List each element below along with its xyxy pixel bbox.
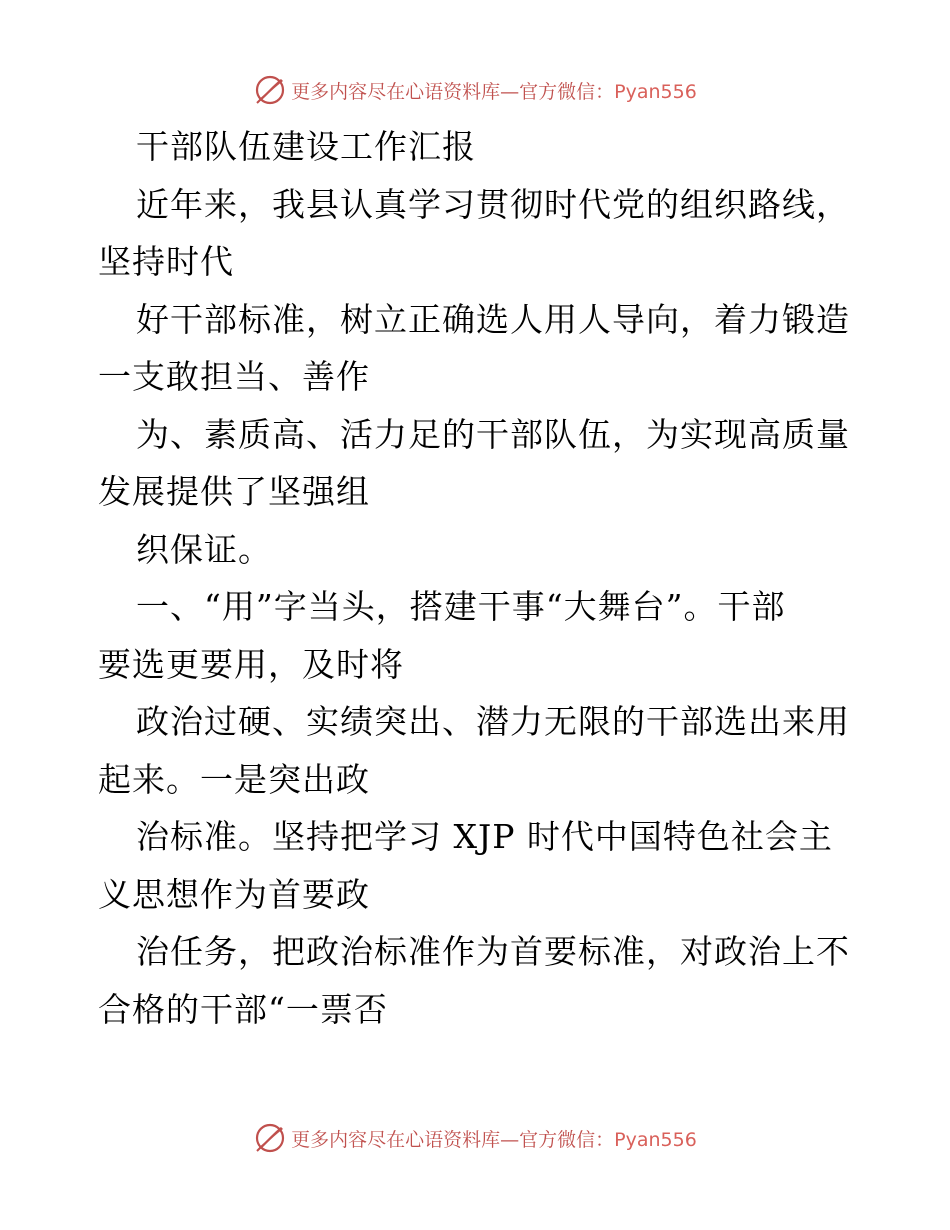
pen-logo-icon	[253, 1121, 287, 1155]
document-line: 为、素质高、活力足的干部队伍，为实现高质量	[136, 414, 850, 454]
document-line: 一支敢担当、善作	[98, 357, 370, 396]
banner-text	[291, 1125, 697, 1152]
document-line: 织保证。	[136, 529, 272, 569]
document-body	[98, 118, 858, 1038]
banner-wechat-id: Pyan556	[614, 1128, 697, 1151]
document-line: 合格的干部“一票否	[98, 989, 388, 1029]
pen-logo-icon	[253, 73, 287, 107]
document-line: 起来。一是突出政	[98, 759, 370, 799]
document-line: 治任务，把政治标准作为首要标准，对政治上不	[136, 932, 850, 971]
document-line: 近年来，我县认真学习贯彻时代党的组织路线，	[136, 184, 850, 224]
banner-label: 更多内容尽在心语资料库—官方微信：	[291, 1128, 615, 1151]
banner-label: 更多内容尽在心语资料库—官方微信：	[291, 80, 615, 103]
document-line: 好干部标准，树立正确选人用人导向，着力锻造	[136, 299, 850, 339]
document-line: 义思想作为首要政	[98, 874, 370, 914]
banner-text	[291, 77, 697, 104]
document-title: 干部队伍建设工作汇报	[136, 127, 476, 166]
document-line: 发展提供了坚强组	[98, 472, 370, 511]
footer-banner	[0, 1118, 950, 1158]
document-line: 要选更要用，及时将	[98, 644, 404, 684]
header-banner	[0, 70, 950, 110]
document-line: 坚持时代	[98, 242, 234, 281]
document-line: 一、“用”字当头，搭建干事“大舞台”。干部	[136, 587, 786, 626]
document-line: 治标准。坚持把学习 XJP 时代中国特色社会主	[136, 817, 833, 856]
document-line: 政治过硬、实绩突出、潜力无限的干部选出来用	[136, 702, 850, 741]
banner-wechat-id: Pyan556	[614, 80, 697, 103]
